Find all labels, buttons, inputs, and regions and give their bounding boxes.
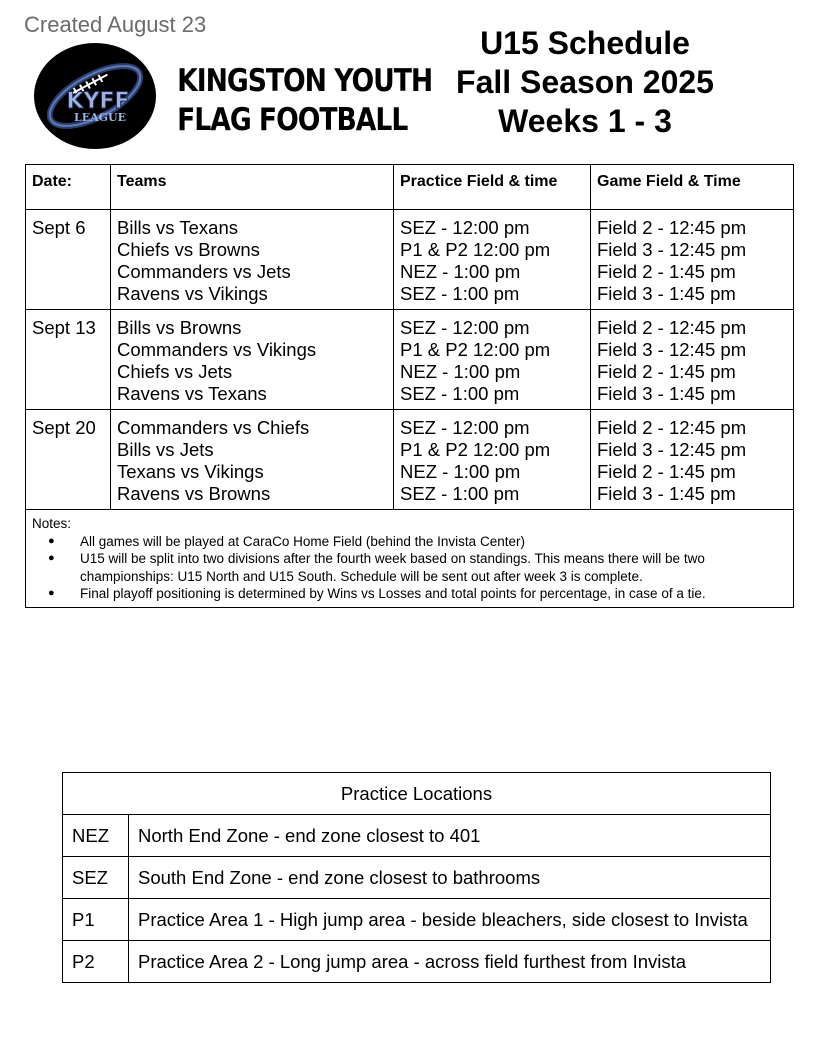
practice-slot: SEZ - 12:00 pm (400, 317, 530, 338)
game-slot: Field 2 - 1:45 pm (597, 461, 736, 482)
practice-slot: P1 & P2 12:00 pm (400, 439, 551, 460)
week-date: Sept 20 (26, 410, 111, 510)
practice-slot: SEZ - 12:00 pm (400, 217, 530, 238)
team-matchup: Ravens vs Browns (117, 483, 271, 504)
team-matchup: Bills vs Jets (117, 439, 214, 460)
practice-slot: P1 & P2 12:00 pm (400, 239, 551, 260)
notes-list (32, 533, 787, 603)
practice-slot: NEZ - 1:00 pm (400, 361, 521, 382)
practice-slot: SEZ - 1:00 pm (400, 483, 520, 504)
practice-slot: SEZ - 1:00 pm (400, 383, 520, 404)
team-matchup: Bills vs Browns (117, 317, 242, 338)
page-title (440, 24, 730, 141)
table-row (63, 857, 771, 899)
team-matchup: Bills vs Texans (117, 217, 238, 238)
game-slot: Field 2 - 12:45 pm (597, 317, 747, 338)
title-line-2: Fall Season 2025 (456, 64, 714, 100)
brand-line-1: KINGSTON YOUTH (177, 63, 433, 99)
location-code: P1 (63, 899, 129, 941)
location-description: South End Zone - end zone closest to bathrooms (129, 857, 771, 899)
logo-kyff-text: KYFF (66, 89, 130, 114)
team-matchup: Commanders vs Vikings (117, 339, 317, 360)
week-game (591, 410, 794, 510)
practice-slot: SEZ - 1:00 pm (400, 283, 520, 304)
location-code: P2 (63, 941, 129, 983)
location-description: North End Zone - end zone closest to 401 (129, 815, 771, 857)
practice-locations-header (63, 773, 771, 815)
practice-slot: P1 & P2 12:00 pm (400, 339, 551, 360)
brand-name (177, 62, 433, 140)
practice-slot: SEZ - 12:00 pm (400, 417, 530, 438)
header-practice: Practice Field & time (394, 165, 591, 210)
title-line-3: Weeks 1 - 3 (498, 103, 672, 139)
game-slot: Field 3 - 12:45 pm (597, 239, 747, 260)
header-game: Game Field & Time (591, 165, 794, 210)
game-slot: Field 3 - 1:45 pm (597, 283, 736, 304)
week-date: Sept 6 (26, 210, 111, 310)
week-practice (394, 210, 591, 310)
football-logo-icon (34, 43, 156, 149)
table-row (26, 410, 794, 510)
table-row (63, 815, 771, 857)
location-description: Practice Area 1 - High jump area - beside bleachers, side closest to Invista (129, 899, 771, 941)
game-slot: Field 2 - 12:45 pm (597, 217, 747, 238)
game-slot: Field 3 - 12:45 pm (597, 439, 747, 460)
game-slot: Field 2 - 12:45 pm (597, 417, 747, 438)
week-practice (394, 310, 591, 410)
notes-row (26, 510, 794, 608)
table-row (63, 941, 771, 983)
practice-slot: NEZ - 1:00 pm (400, 461, 521, 482)
game-slot: Field 3 - 1:45 pm (597, 483, 736, 504)
team-matchup: Ravens vs Vikings (117, 283, 268, 304)
week-date: Sept 13 (26, 310, 111, 410)
practice-locations-title: Practice Locations (63, 773, 771, 815)
game-slot: Field 2 - 1:45 pm (597, 261, 736, 282)
game-slot: Field 3 - 12:45 pm (597, 339, 747, 360)
week-teams (111, 410, 394, 510)
table-row (26, 310, 794, 410)
week-teams (111, 310, 394, 410)
title-line-1: U15 Schedule (480, 25, 690, 61)
practice-slot: NEZ - 1:00 pm (400, 261, 521, 282)
team-matchup: Texans vs Vikings (117, 461, 264, 482)
team-matchup: Chiefs vs Jets (117, 361, 233, 382)
team-matchup: Commanders vs Jets (117, 261, 291, 282)
game-slot: Field 3 - 1:45 pm (597, 383, 736, 404)
schedule-header-row (26, 165, 794, 210)
created-date: Created August 23 (24, 12, 207, 37)
logo-league-text: LEAGUE (73, 111, 127, 124)
week-game (591, 310, 794, 410)
notes-label: Notes: (32, 516, 72, 531)
header-teams: Teams (111, 165, 394, 210)
note-item: ● U15 will be split into two divisions after the fourth week based on standings. This means there will be two championships: U15 North and U15 South. Schedule will be sent out after week 3 is complete. (80, 550, 787, 585)
note-item: ● Final playoff positioning is determined by Wins vs Losses and total points for percentage, in case of a tie. (80, 585, 787, 603)
week-practice (394, 410, 591, 510)
team-matchup: Chiefs vs Browns (117, 239, 260, 260)
location-code: NEZ (63, 815, 129, 857)
header-date: Date: (26, 165, 111, 210)
game-slot: Field 2 - 1:45 pm (597, 361, 736, 382)
week-game (591, 210, 794, 310)
location-description: Practice Area 2 - Long jump area - across field furthest from Invista (129, 941, 771, 983)
location-code: SEZ (63, 857, 129, 899)
team-matchup: Ravens vs Texans (117, 383, 267, 404)
brand-line-2: FLAG FOOTBALL (177, 102, 408, 138)
table-row (63, 899, 771, 941)
team-matchup: Commanders vs Chiefs (117, 417, 310, 438)
note-item: ● All games will be played at CaraCo Home Field (behind the Invista Center) (80, 533, 787, 551)
week-teams (111, 210, 394, 310)
table-row (26, 210, 794, 310)
notes-cell (26, 510, 794, 608)
practice-locations-table (62, 772, 771, 983)
schedule-table (25, 164, 794, 608)
